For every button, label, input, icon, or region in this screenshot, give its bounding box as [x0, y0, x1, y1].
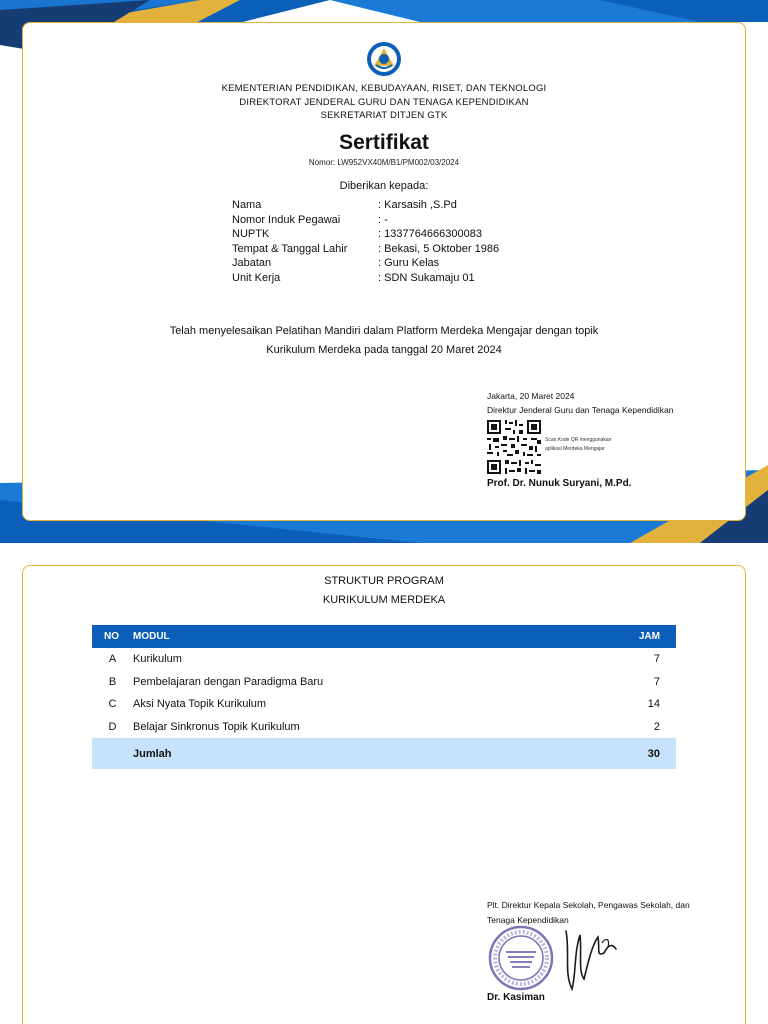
field-value: : Bekasi, 5 Oktober 1986 [378, 242, 500, 255]
table-row [92, 671, 676, 694]
header-hours: JAM [638, 631, 660, 642]
signature-block [487, 389, 674, 417]
row-no: D [108, 720, 117, 733]
qr-note-line: Scan Kode QR menggunakan [545, 437, 612, 443]
table-row [92, 716, 676, 739]
row-hours: 14 [647, 698, 660, 711]
field-value: : SDN Sukamaju 01 [378, 271, 475, 284]
field-row-position [232, 256, 598, 271]
row-hours: 7 [653, 675, 660, 688]
field-value: : Guru Kelas [378, 257, 440, 270]
place-date: Jakarta, 20 Maret 2024 [487, 391, 575, 401]
tut-wuri-handayani-logo-icon [366, 41, 402, 77]
signer-name: Prof. Dr. Nunuk Suryani, M.Pd. [487, 478, 632, 489]
total-hours: 30 [647, 747, 660, 760]
statement-line-1: Telah menyelesaikan Pelatihan Mandiri dalam Platform Merdeka Mengajar dengan topik [169, 325, 599, 337]
field-value: : Karsasih ,S.Pd [378, 199, 457, 211]
row-module: Pembelajaran dengan Paradigma Baru [133, 675, 324, 688]
row-module: Belajar Sinkronus Topik Kurikulum [133, 720, 300, 733]
table-row [92, 648, 676, 671]
header-module: MODUL [133, 631, 170, 642]
row-no: A [108, 653, 117, 666]
program-page [0, 565, 768, 1024]
field-row-name [232, 198, 598, 213]
given-to-label: Diberikan kepada: [339, 180, 429, 192]
official-stamp-icon [488, 925, 554, 991]
qr-note [545, 436, 611, 454]
page-gap [0, 543, 768, 565]
certificate-number: Nomor: LW952VX40M/B1/PM002/03/2024 [308, 158, 460, 167]
row-hours: 7 [653, 653, 660, 666]
row-module: Kurikulum [133, 653, 182, 666]
qr-code-icon [487, 420, 541, 474]
statement-line-2: Kurikulum Merdeka pada tanggal 20 Maret 2024 [266, 344, 502, 356]
field-label: Nama [232, 199, 262, 211]
program-title: STRUKTUR PROGRAM [324, 575, 444, 587]
program-table [92, 625, 676, 769]
handwritten-signature-icon [558, 923, 620, 995]
org-line-directorate: DIREKTORAT JENDERAL GURU DAN TENAGA KEPENDIDIKAN [239, 97, 529, 108]
row-no: C [108, 698, 117, 711]
program-subtitle: KURIKULUM MERDEKA [322, 594, 446, 606]
recipient-details [232, 198, 598, 286]
field-label: NUPTK [232, 228, 270, 241]
field-row-unit [232, 271, 598, 286]
signer-position-line: Plt. Direktur Kepala Sekolah, Pengawas Sekolah, dan [487, 900, 690, 910]
table-total-row [92, 738, 676, 769]
certificate-title: Sertifikat [339, 131, 429, 154]
row-no: B [108, 675, 117, 688]
field-row-nuptk [232, 227, 598, 242]
field-label: Nomor Induk Pegawai [232, 213, 341, 226]
table-row [92, 693, 676, 716]
row-hours: 2 [653, 720, 660, 733]
field-label: Jabatan [232, 257, 272, 270]
total-label: Jumlah [133, 747, 172, 760]
row-module: Aksi Nyata Topik Kurikulum [133, 698, 267, 711]
signer-name-2: Dr. Kasiman [487, 992, 545, 1003]
header-no: NO [104, 631, 119, 642]
org-line-ministry: KEMENTERIAN PENDIDIKAN, KEBUDAYAAN, RISET, DAN TEKNOLOGI [221, 83, 547, 94]
signer-position: Direktur Jenderal Guru dan Tenaga Kependidikan [487, 405, 674, 415]
qr-note-line: aplikasi Merdeka Mengajar [545, 446, 605, 452]
field-row-birth [232, 242, 598, 257]
org-line-secretariat: SEKRETARIAT DITJEN GTK [320, 110, 448, 121]
field-label: Unit Kerja [232, 271, 281, 284]
field-value: : - [378, 213, 388, 226]
field-label: Tempat & Tanggal Lahir [232, 242, 348, 255]
field-row-nip [232, 213, 598, 228]
signer-position-line: Tenaga Kependidikan [487, 915, 569, 925]
table-header [92, 625, 676, 648]
field-value: : 1337764666300083 [378, 228, 482, 241]
